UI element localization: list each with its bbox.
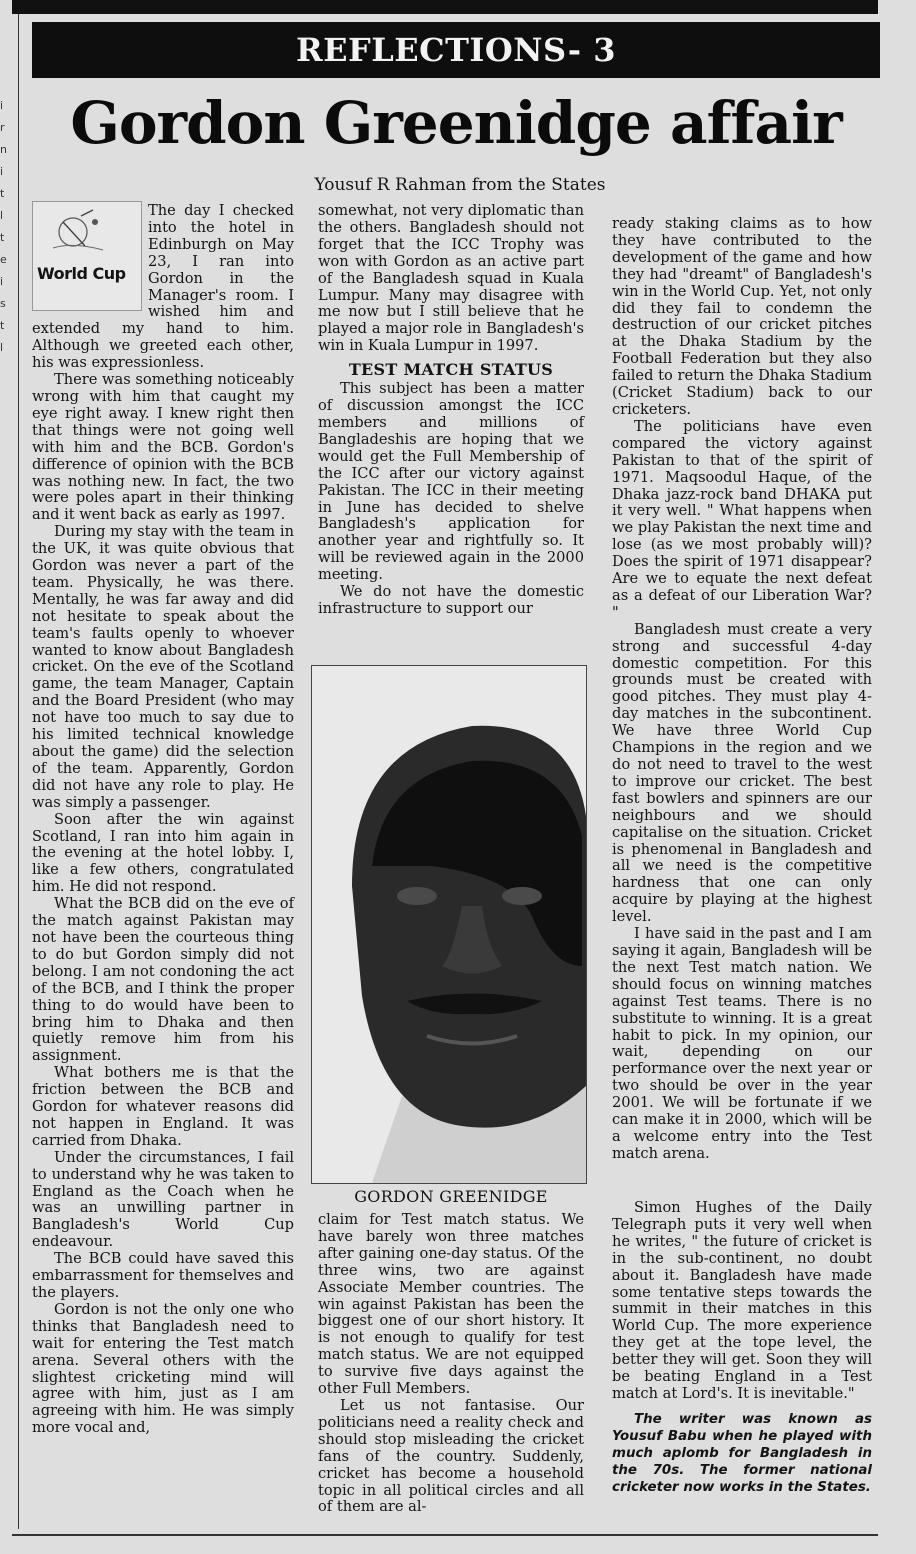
portrait-image bbox=[312, 666, 586, 1183]
margin-letter: i bbox=[0, 275, 4, 288]
margin-letter: n bbox=[0, 143, 7, 156]
logo-text: World Cup bbox=[37, 264, 126, 283]
paragraph: Soon after the win against Scotland, I ran into him again in the evening at the hotel lobby. I, like a few others, congratulated him. He did not respond. bbox=[32, 810, 294, 896]
margin-letter: t bbox=[0, 231, 5, 244]
paragraph: ready staking claims as to how they have contributed to the development of the game and how they had "dreamt" of Bangladesh's win in the World Cup. Yet, not only did they fail to condemn the destruction of our cricket pitches at the Dhaka Stadium by the Football Federation but they also failed to return the Dhaka Stadium (Cricket Stadium) back to our cricketers. bbox=[612, 215, 872, 418]
paragraph: What bothers me is that the friction between the BCB and Gordon for whatever reasons did not happen in England. It was carried from Dhaka. bbox=[32, 1064, 294, 1149]
paragraph: I have said in the past and I am saying it again, Bangladesh will be the next Test match nation. We should focus on winning matches against Test teams. There is no substitute to winning. It is a great habit to pick. In my opinion, our wait, depending on our performance over the next year or two should be over in the year 2001. We will be fortunate if we can make it in 2000, which will be a welcome entry into the Test match arena. bbox=[612, 925, 872, 1162]
top-rule bbox=[12, 0, 878, 14]
paragraph: Bangladesh must create a very strong and successful 4-day domestic competition. For this grounds must be created with good pitches. They must play 4-day matches in the subcontinent. We have three World Cup Champions in the region and we do not need to travel to the west to improve our cricket. The best fast bowlers and spinners are our neighbours and we should capitalise on the situation. Cricket is phenomenal in Bangladesh and all we need is the competitive hardness that one can only acquire by playing at the highest level. bbox=[612, 620, 872, 926]
cricket-logo-icon bbox=[33, 202, 139, 266]
column-3-continued bbox=[612, 1200, 872, 1496]
margin-letter: l bbox=[0, 209, 4, 222]
margin-letter: l bbox=[0, 341, 4, 354]
column-1 bbox=[32, 203, 294, 1437]
margin-letter: r bbox=[0, 121, 5, 134]
margin-letter: e bbox=[0, 253, 7, 266]
paragraph: During my stay with the team in the UK, it was quite obvious that Gordon was never a part of the team. Physically, he was there. Mentally, he was far away and did not hesitate to speak about the team's faults openly to whoever wanted to know about Bangladesh cricket. On the eve of the Scotland game, the team Manager, Captain and the Board President (who may not have too much to say due to his limited technical knowledge about the game) did the selection of the team. Apparently, Gordon did not have any role to play. He was simply a passenger. bbox=[32, 523, 294, 811]
column-3 bbox=[612, 216, 872, 1163]
paragraph: The BCB could have saved this embarrassment for themselves and the players. bbox=[32, 1250, 294, 1301]
headline: Gordon Greenidge affair bbox=[70, 89, 842, 157]
world-cup-logo bbox=[32, 201, 142, 311]
paragraph: This subject has been a matter of discussion amongst the ICC members and millions of Bangladeshis are hoping that we would get the Full Membership of the ICC after our victory against Pakistan. The ICC in their meeting in June has decided to shelve Bangladesh's application for another year and rightfully so. It will be reviewed again in the 2000 meeting. bbox=[318, 380, 584, 584]
photo-caption: GORDON GREENIDGE bbox=[354, 1187, 548, 1206]
margin-letter: t bbox=[0, 319, 5, 332]
subheading: TEST MATCH STATUS bbox=[348, 360, 554, 380]
margin-letter: t bbox=[0, 187, 5, 200]
paragraph: The politicians have even compared the victory against Pakistan to that of the spirit of 1971. Maqsoodul Haque, of the Dhaka jazz-rock band DHAKA put it very well. " What happens when we play Pakistan the next time and lose (as we most probably will)? Does the spirit of 1971 disappear? Are we to equate the next defeat as a defeat of our Liberation War? " bbox=[612, 417, 872, 621]
bottom-rule bbox=[12, 1534, 878, 1536]
author-note: The writer was known as Yousuf Babu when he played with much aplomb for Bangladesh in the 70s. The former national cricketer now works in the States. bbox=[612, 1411, 872, 1495]
column-2 bbox=[318, 203, 584, 618]
margin-letter: s bbox=[0, 297, 6, 310]
margin-letter: i bbox=[0, 165, 4, 178]
paragraph: Simon Hughes of the Daily Telegraph puts it very well when he writes, " the future of cricket is in the sub-continent, no doubt about it. Bangladesh have made some tentative steps towards the summit in their matches in this World Cup. The more experience they get at the tope level, the better they will get. Soon they will be beating England in a Test match at Lord's. It is inevitable." bbox=[612, 1199, 872, 1402]
paragraph: Let us not fantasise. Our politicians need a reality check and should stop misleading the cricket fans of the country. Suddenly, cricket has become a household topic in all political circles and all of them are al- bbox=[318, 1396, 584, 1516]
column-2-continued bbox=[318, 1212, 584, 1516]
margin-letter: i bbox=[0, 99, 4, 112]
paragraph: The day I checked into the hotel in Edinburgh on May 23, I ran into Gordon in the Manager's room. I wished him and extended my hand to him. Although we greeted each other, his was expressionless. bbox=[32, 202, 294, 372]
paragraph: somewhat, not very diplomatic than the others. Bangladesh should not forget that the ICC Trophy was won with Gordon as an active part of the Bangladesh squad in Kuala Lumpur. Many may disagree with me now but I still believe that he played a major role in Bangladesh's win in Kuala Lumpur in 1997. bbox=[318, 202, 584, 355]
adjacent-column-fragment bbox=[0, 95, 14, 555]
portrait-photo bbox=[311, 665, 587, 1184]
paragraph: Under the circumstances, I fail to understand why he was taken to England as the Coach when he was an unwilling partner in Bangladesh's World Cup endeavour. bbox=[32, 1148, 294, 1251]
paragraph: There was something noticeably wrong with him that caught my eye right away. I knew right then that things were not going well with him and the BCB. Gordon's difference of opinion with the BCB was nothing new. In fact, the two were poles apart in their thinking and it went back as early as 1997. bbox=[32, 371, 294, 524]
paragraph: Gordon is not the only one who thinks that Bangladesh need to wait for entering the Test match arena. Several others with the slightest cricketing mind will agree with him, just as I am agreeing with him. He was simply more vocal and, bbox=[32, 1300, 294, 1437]
paragraph: claim for Test match status. We have barely won three matches after gaining one-day status. Of the three wins, two are against Associate Member countries. The win against Pakistan has been the biggest one of our short history. It is not enough to qualify for test match status. We are not equipped to survive five days against the other Full Members. bbox=[318, 1211, 584, 1398]
series-kicker: REFLECTIONS- 3 bbox=[32, 22, 880, 78]
paragraph: We do not have the domestic infrastructure to support our bbox=[318, 583, 584, 617]
byline: Yousuf R Rahman from the States bbox=[314, 175, 606, 195]
paragraph: What the BCB did on the eve of the match against Pakistan may not have been the courteous thing to do but Gordon simply did not belong. I am not condoning the act of the BCB, and I think the proper thing to do would have been to bring him to Dhaka and then quietly remove him from his assignment. bbox=[32, 895, 294, 1065]
